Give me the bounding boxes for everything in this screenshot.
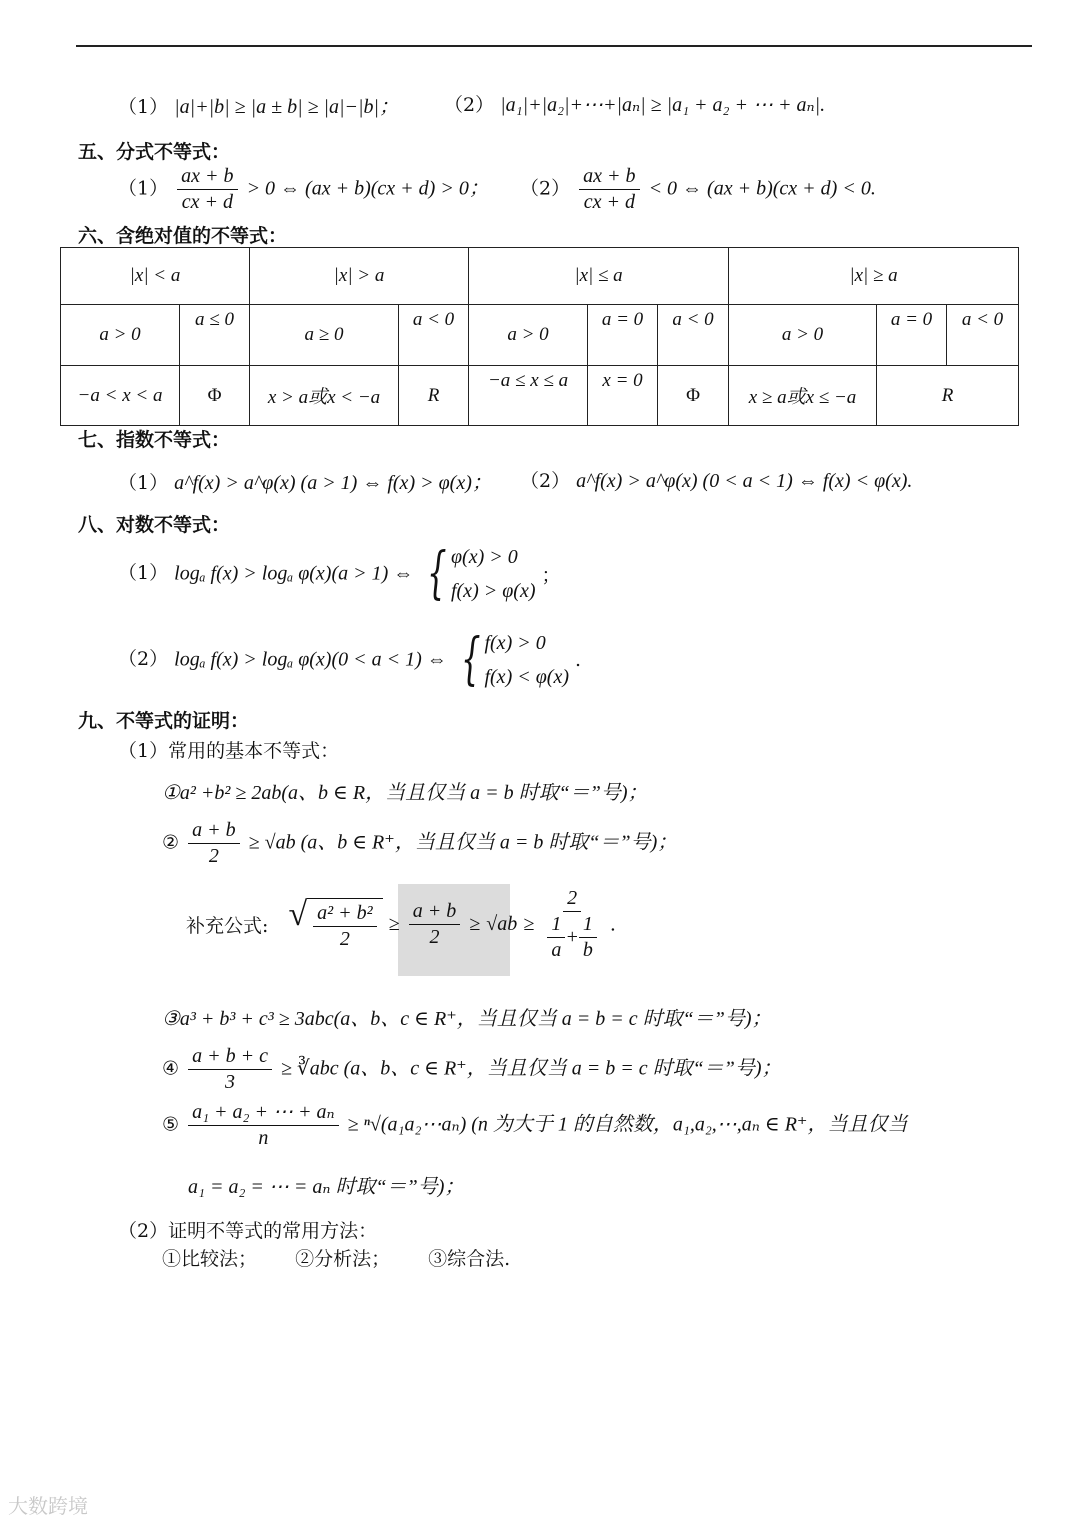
section7-title: 七、指数不等式：: [78, 429, 231, 451]
formula-3: ③a³ + b³ + c³ ≥ 3abc(a、b、c ∈ R⁺，当且仅当 a = b = c 时取“＝”号)；: [162, 1008, 772, 1030]
section6-title: 六、含绝对值的不等式：: [78, 225, 288, 247]
cond-cell: a ≤ 0: [180, 305, 250, 366]
section9-sub2: （2）证明不等式的常用方法：: [118, 1220, 378, 1242]
solution-cell: R: [399, 366, 469, 426]
section9-title: 九、不等式的证明：: [78, 710, 250, 732]
header-lt: |x| < a: [61, 248, 250, 305]
watermark: 大数跨境: [8, 1494, 88, 1518]
cond-cell: a = 0: [877, 305, 947, 366]
header-le: |x| ≤ a: [469, 248, 729, 305]
top-rule: [76, 45, 1032, 47]
solution-cell: x = 0: [588, 366, 658, 426]
system-brace: { f(x) > 0 f(x) < φ(x): [460, 627, 569, 692]
cond-cell: a < 0: [658, 305, 729, 366]
cond-cell: a > 0: [729, 305, 877, 366]
section7-item1: （1） a^f(x) > a^φ(x) (a > 1) ⇔ f(x) > φ(x)；: [118, 472, 492, 494]
section5-item2: （2） $\frac{ax + b}{cx + d}$ < 0 ⇔ (ax + b)(cx + d) < 0.: [520, 165, 876, 213]
cond-cell: a > 0: [61, 305, 180, 366]
section9-sub1: （1）常用的基本不等式：: [118, 740, 340, 762]
cond-cell: a ≥ 0: [250, 305, 399, 366]
solution-cell: −a ≤ x ≤ a: [469, 366, 588, 426]
section8-item2: （2） logₐ f(x) > logₐ φ(x)(0 < a < 1) ⇔ { f(x) > 0 f(x) < φ(x) .: [118, 627, 582, 692]
supplement-formula: 补充公式: √ $\frac{\text{a² + b²}}{2}$ ≥ $\frac{a + b}{2}$ ≥ √ab ≥ 2 $\frac{1}{a}$ + $\frac{1}{b}$ .: [186, 887, 616, 961]
solution-cell: −a < x < a: [61, 366, 180, 426]
section5-item1: （1） $\frac{ax + b}{cx + d}$ > 0 ⇔ (ax + b)(cx + d) > 0；: [118, 165, 489, 213]
formula-5: ⑤ $\frac{\text{a₁ + a₂ + ⋯ + aₙ}}{n}$ ≥ ⁿ√(a₁a₂⋯aₙ) (n 为大于 1 的自然数，a₁,a₂,⋯,aₙ ∈ R⁺，当且仅当: [162, 1101, 908, 1149]
cond-cell: a < 0: [399, 305, 469, 366]
abs-prop-2: （2） |a₁|+|a₂|+⋯+|aₙ| ≥ |a₁ + a₂ + ⋯ + aₙ|.: [444, 94, 826, 116]
proof-methods: ①比较法； ②分析法； ③综合法.: [162, 1248, 511, 1270]
formula-1: ①a² +b² ≥ 2ab(a、b ∈ R，当且仅当 a = b 时取“＝”号)；: [162, 782, 648, 804]
section8-item1: （1） logₐ f(x) > logₐ φ(x)(a > 1) ⇔ { φ(x) > 0 f(x) > φ(x) ；: [118, 541, 561, 606]
formula-5-continued: a₁ = a₂ = ⋯ = aₙ 时取“＝”号)；: [188, 1176, 465, 1198]
formula-2: ② $\frac{a + b}{2}$ ≥ √ab (a、b ∈ R⁺，当且仅当 a = b 时取“＝”号)；: [162, 819, 678, 867]
cond-cell: a > 0: [469, 305, 588, 366]
abs-inequality-table: [60, 247, 1019, 426]
solution-cell: Φ: [180, 366, 250, 426]
system-brace: { φ(x) > 0 f(x) > φ(x): [427, 541, 536, 606]
section7-item2: （2） a^f(x) > a^φ(x) (0 < a < 1) ⇔ f(x) < φ(x).: [520, 470, 913, 492]
header-ge: |x| ≥ a: [729, 248, 1019, 305]
cond-cell: a < 0: [947, 305, 1019, 366]
solution-cell: Φ: [658, 366, 729, 426]
abs-prop-1: （1） |a|+|b| ≥ |a ± b| ≥ |a|−|b|；: [118, 96, 400, 118]
cond-cell: a = 0: [588, 305, 658, 366]
solution-cell: x > a或x < −a: [250, 366, 399, 426]
solution-cell: x ≥ a或x ≤ −a: [729, 366, 877, 426]
solution-cell: R: [877, 366, 1019, 426]
header-gt: |x| > a: [250, 248, 469, 305]
section5-title: 五、分式不等式：: [78, 141, 231, 163]
formula-4: ④ $\frac{a + b + c}{3}$ ≥ ∛abc (a、b、c ∈ R⁺，当且仅当 a = b = c 时取“＝”号)；: [162, 1045, 782, 1093]
section8-title: 八、对数不等式：: [78, 514, 231, 536]
